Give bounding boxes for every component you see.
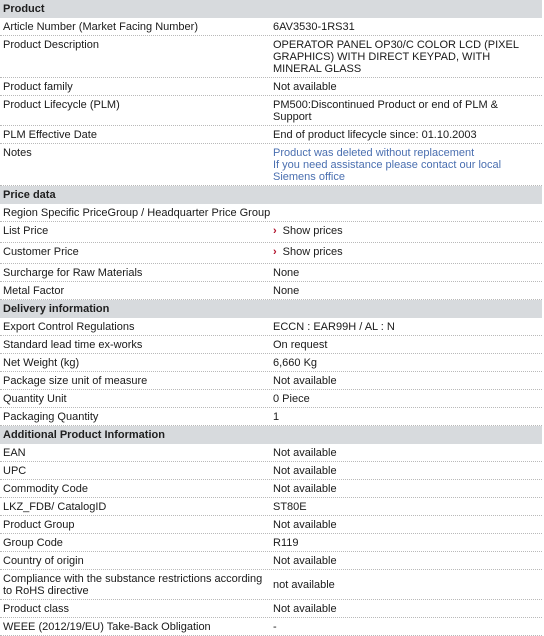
section-delivery-information: Delivery information bbox=[0, 300, 542, 318]
label-article-number: Article Number (Market Facing Number) bbox=[3, 21, 198, 33]
label-lkz-catalog: LKZ_FDB/ CatalogID bbox=[3, 501, 107, 513]
value-product-class: Not available bbox=[273, 603, 337, 615]
label-weee: WEEE (2012/19/EU) Take-Back Obligation bbox=[3, 621, 211, 633]
label-notes: Notes bbox=[3, 147, 32, 159]
row-upc bbox=[0, 462, 542, 480]
show-prices-list-text: Show prices bbox=[282, 225, 343, 237]
value-export-control: ECCN : EAR99H / AL : N bbox=[273, 321, 395, 333]
row-plm-date bbox=[0, 126, 542, 144]
label-rohs: Compliance with the substance restrictions according to RoHS directive bbox=[3, 573, 263, 597]
row-customer-price bbox=[0, 243, 542, 264]
value-product-group: Not available bbox=[273, 519, 337, 531]
value-country-origin: Not available bbox=[273, 555, 337, 567]
label-region-price-group: Region Specific PriceGroup / Headquarter Price Group bbox=[3, 207, 271, 219]
row-export-control bbox=[0, 318, 542, 336]
label-product-group: Product Group bbox=[3, 519, 75, 531]
label-customer-price: Customer Price bbox=[3, 246, 79, 258]
row-list-price bbox=[0, 222, 542, 243]
label-plm-date: PLM Effective Date bbox=[3, 129, 97, 141]
row-product-class bbox=[0, 600, 542, 618]
label-export-control: Export Control Regulations bbox=[3, 321, 135, 333]
value-metal-factor: None bbox=[273, 285, 300, 297]
row-article-number bbox=[0, 18, 542, 36]
row-package-size-unit bbox=[0, 372, 542, 390]
row-ean bbox=[0, 444, 542, 462]
value-product-description: OPERATOR PANEL OP30/C COLOR LCD (PIXEL GRAPHICS) WITH DIRECT KEYPAD, WITH MINERAL GLASS bbox=[273, 39, 519, 75]
show-prices-list-link[interactable] bbox=[270, 222, 542, 242]
value-upc: Not available bbox=[273, 465, 337, 477]
chevron-right-icon: › bbox=[273, 246, 277, 258]
label-commodity-code: Commodity Code bbox=[3, 483, 88, 495]
value-quantity-unit: 0 Piece bbox=[273, 393, 310, 405]
section-price-data: Price data bbox=[0, 186, 542, 204]
row-weee bbox=[0, 618, 542, 636]
value-package-size-unit: Not available bbox=[273, 375, 337, 387]
value-notes[interactable]: Product was deleted without replacement If you need assistance please contact our local Siemens office bbox=[273, 147, 502, 183]
label-package-size-unit: Package size unit of measure bbox=[3, 375, 148, 387]
label-product-class: Product class bbox=[3, 603, 70, 615]
value-article-number: 6AV3530-1RS31 bbox=[273, 21, 355, 33]
value-packaging-quantity: 1 bbox=[273, 411, 280, 423]
label-net-weight: Net Weight (kg) bbox=[3, 357, 80, 369]
label-ean: EAN bbox=[3, 447, 26, 459]
row-rohs bbox=[0, 570, 542, 600]
row-region-price-group bbox=[0, 204, 542, 222]
row-country-origin bbox=[0, 552, 542, 570]
value-product-family: Not available bbox=[273, 81, 337, 93]
value-weee: - bbox=[273, 621, 277, 633]
section-product: Product bbox=[0, 0, 542, 18]
label-lead-time: Standard lead time ex-works bbox=[3, 339, 143, 351]
value-lead-time: On request bbox=[273, 339, 328, 351]
chevron-right-icon: › bbox=[273, 225, 277, 237]
label-group-code: Group Code bbox=[3, 537, 63, 549]
label-product-lifecycle: Product Lifecycle (PLM) bbox=[3, 99, 120, 111]
label-upc: UPC bbox=[3, 465, 27, 477]
row-lkz-catalog bbox=[0, 498, 542, 516]
value-group-code: R119 bbox=[273, 537, 299, 549]
row-metal-factor bbox=[0, 282, 542, 300]
label-product-description: Product Description bbox=[3, 39, 99, 51]
row-group-code bbox=[0, 534, 542, 552]
label-metal-factor: Metal Factor bbox=[3, 285, 65, 297]
value-ean: Not available bbox=[273, 447, 337, 459]
row-lead-time bbox=[0, 336, 542, 354]
section-additional-info: Additional Product Information bbox=[0, 426, 542, 444]
row-product-description bbox=[0, 36, 542, 78]
value-commodity-code: Not available bbox=[273, 483, 337, 495]
value-net-weight: 6,660 Kg bbox=[273, 357, 318, 369]
row-commodity-code bbox=[0, 480, 542, 498]
value-plm-date: End of product lifecycle since: 01.10.2003 bbox=[273, 129, 477, 141]
row-product-group bbox=[0, 516, 542, 534]
row-product-lifecycle bbox=[0, 96, 542, 126]
label-product-family: Product family bbox=[3, 81, 73, 93]
label-surcharge: Surcharge for Raw Materials bbox=[3, 267, 143, 279]
row-notes bbox=[0, 144, 542, 186]
label-quantity-unit: Quantity Unit bbox=[3, 393, 67, 405]
label-packaging-quantity: Packaging Quantity bbox=[3, 411, 99, 423]
row-packaging-quantity bbox=[0, 408, 542, 426]
row-quantity-unit bbox=[0, 390, 542, 408]
row-net-weight bbox=[0, 354, 542, 372]
label-country-origin: Country of origin bbox=[3, 555, 84, 567]
value-lkz-catalog: ST80E bbox=[273, 501, 307, 513]
label-list-price: List Price bbox=[3, 225, 49, 237]
row-surcharge bbox=[0, 264, 542, 282]
row-product-family bbox=[0, 78, 542, 96]
value-surcharge: None bbox=[273, 267, 300, 279]
value-product-lifecycle: PM500:Discontinued Product or end of PLM & Support bbox=[273, 99, 499, 123]
show-prices-customer-link[interactable] bbox=[270, 243, 542, 263]
value-rohs: not available bbox=[273, 579, 335, 591]
show-prices-customer-text: Show prices bbox=[282, 246, 343, 258]
